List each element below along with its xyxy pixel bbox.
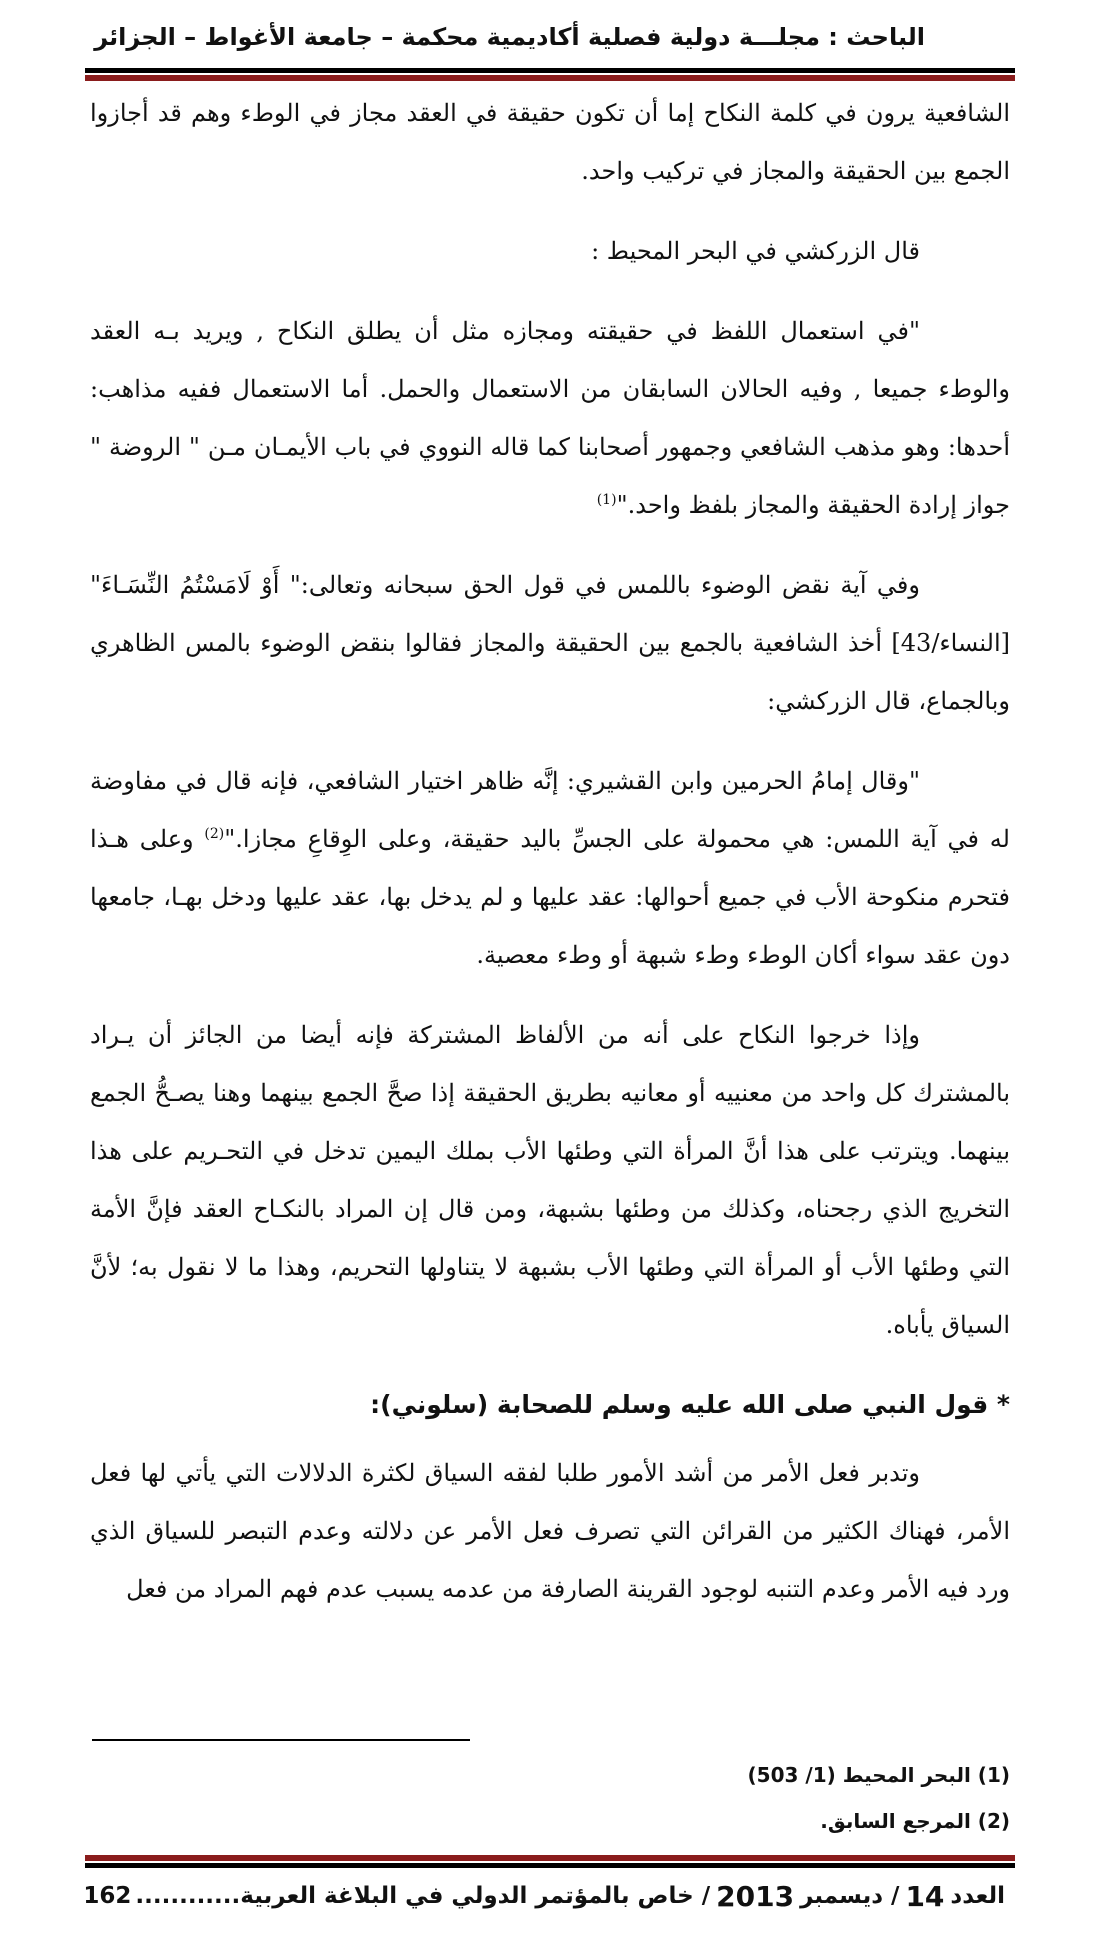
- paragraph-amr: وتدبر فعل الأمر من أشد الأمور طلبا لفقه السياق لكثرة الدلالات التي يأتي لها فعل الأمر، فهناك الكثير من القرائن التي تصرف فعل الأمر عن دلالته وعدم التبصر للسياق الذي ورد فيه الأمر وعدم التنبه لوجود القرينة الصارفة من عدمه يسبب عدم فهم المراد من فعل: [90, 1459, 1010, 1603]
- paragraph-mushtarak: وإذا خرجوا النكاح على أنه من الألفاظ المشتركة فإنه أيضا من الجائز أن يـراد بالمشترك كل واحد من معنييه أو معانيه بطريق الحقيقة إذا صحَّ الجمع بينهما وهنا يصـحُّ الجمع بينهما. ويترتب على هذا أنَّ المرأة التي وطئها الأب بملك اليمين تدخل في التحـريم على هذا التخريج الذي رجحناه، وكذلك من وطئها بشبهة، ومن قال إن المراد بالنكـاح العقد فإنَّ الأمة التي وطئها الأب أو المرأة التي وطئها الأب بشبهة لا يتناولها التحريم، وهذا ما لا نقول به؛ لأنَّ السياق يأباه.: [90, 1021, 1011, 1339]
- paragraph-haramayn-quote: [90, 752, 1010, 984]
- quote-text: "في استعمال اللفظ في حقيقته ومجازه مثل أن يطلق النكاح , ويريد بـه العقد والوطء جميعا , وفيه الحالان السابقان من الاستعمال والحمل. أما الاستعمال ففيه مذاهب: أحدها: وهو مذهب الشافعي وجمهور أصحابنا كما قاله النووي في باب الأيمـان مـن " الروضة " جواز إرادة الحقيقة والمجاز بلفظ واحد.": [90, 317, 1010, 519]
- header-rule-red: [85, 75, 1015, 81]
- footnote-ref-1[interactable]: (1): [596, 492, 617, 508]
- page-number: 162: [83, 1883, 132, 1909]
- footnote-separator: [92, 1739, 470, 1741]
- quote-text: "وقال إمامُ الحرمين وابن القشيري: إنَّه ظاهر اختيار الشافعي، فإنه قال في مفاوضة له في آية اللمس: هي محمولة على الجسِّ باليد حقيقة، وعلى الوِقاعِ مجازا.": [90, 767, 1010, 853]
- conference-note: / خاص بالمؤتمر الدولي في البلاغة العربية............: [135, 1883, 711, 1909]
- footnotes: [90, 1752, 1010, 1844]
- paragraph-1: الشافعية يرون في كلمة النكاح إما أن تكون حقيقة في العقد مجاز في الوطء وهم قد أجازوا الجمع بين الحقيقة والمجاز في تركيب واحد.: [90, 99, 1010, 185]
- issue-year: 2013: [716, 1879, 795, 1913]
- issue-label: العدد: [950, 1883, 1005, 1909]
- paragraph-quote-intro: قال الزركشي في البحر المحيط :: [591, 237, 920, 265]
- footer-rule-black: [85, 1863, 1015, 1868]
- running-header: الباحث : مجلـــة دولية فصلية أكاديمية محكمة – جامعة الأغواط – الجزائر: [94, 23, 925, 51]
- header-rule-black: [85, 68, 1015, 73]
- section-heading: * قول النبي صلى الله عليه وسلم للصحابة (سلوني):: [370, 1390, 1010, 1419]
- footnote-ref-2[interactable]: (2): [204, 826, 225, 842]
- issue-number: 14: [905, 1879, 945, 1913]
- footer-rule-red: [85, 1855, 1015, 1861]
- article-body: [90, 84, 1010, 1640]
- footnote-1: (1) البحر المحيط (1/ 503): [747, 1763, 1010, 1787]
- footnote-2: (2) المرجع السابق.: [820, 1809, 1010, 1833]
- running-footer: [83, 1870, 1005, 1922]
- issue-month: / ديسمبر: [800, 1883, 900, 1909]
- quote-continuation: وعلى هـذا فتحرم منكوحة الأب في جميع أحوالها: عقد عليها و لم يدخل بها، عقد عليها ودخل بهـا، جامعها دون عقد سواء أكان الوطء وطء شبهة أو وطء معصية.: [90, 825, 1010, 969]
- paragraph-wudu-verse: وفي آية نقض الوضوء باللمس في قول الحق سبحانه وتعالى:" أَوْ لَامَسْتُمُ النِّسَـاءَ" [النساء/43] أخذ الشافعية بالجمع بين الحقيقة والمجاز فقالوا بنقض الوضوء بالمس الظاهري وبالجماع، قال الزركشي:: [90, 571, 1010, 715]
- paragraph-zarkashi-quote: [90, 302, 1010, 534]
